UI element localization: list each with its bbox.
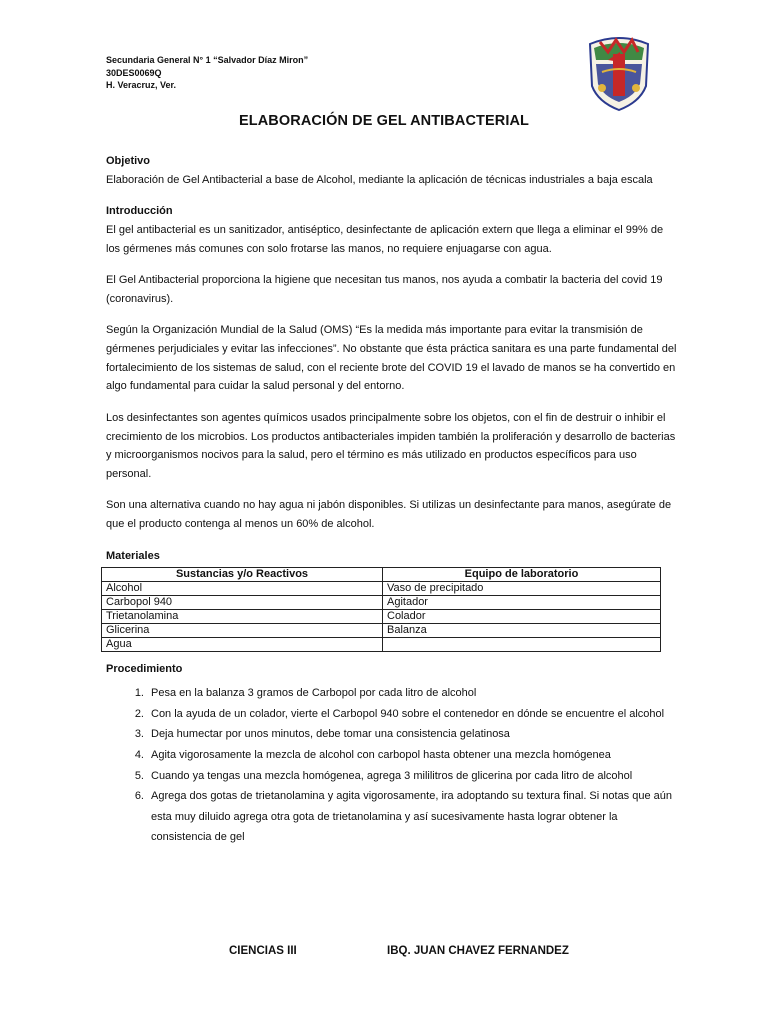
school-name: Secundaria General N° 1 “Salvador Díaz Miron” (106, 55, 309, 65)
footer-teacher: IBQ. JUAN CHAVEZ FERNANDEZ (387, 945, 569, 957)
step-text: Cuando ya tengas una mezcla homógenea, agrega 3 mililitros de glicerina por cada litro de alcohol (151, 769, 633, 782)
school-crest-icon (580, 30, 658, 114)
document-body (106, 152, 680, 848)
intro-paragraph: Según la Organización Mundial de la Salud (OMS) “Es la medida más importante para evitar la transmisión de gérmenes perjudiciales y evitar las infecciones”. No obstante que ésta práctica sanitara es una parte fundamental del fortalecimiento de los sistemas de salud, con el reciente brote del COVID 19 el lavado de manos se ha convertido en algo fundamental para cuidar la salud personal y del entorno. (106, 324, 677, 393)
column-header: Sustancias y/o Reactivos (102, 568, 383, 582)
table-cell: Agitador (383, 596, 661, 610)
objetivo-heading: Objetivo (106, 155, 151, 167)
table-row (102, 638, 661, 652)
table-cell: Carbopol 940 (102, 596, 383, 610)
list-item (106, 786, 680, 848)
table-header-row (102, 568, 661, 582)
table-row (102, 596, 661, 610)
step-text: Agrega dos gotas de trietanolamina y agita vigorosamente, ira adoptando su textura final. Si notas que aún esta muy diluido agrega otra gota de trietanolamina y así sucesivamente hasta lograr obtener la consistencia de gel (151, 790, 673, 844)
objetivo-text: Elaboración de Gel Antibacterial a base de Alcohol, mediante la aplicación de técnicas industriales a baja escala (106, 173, 653, 186)
table-cell (383, 638, 661, 652)
list-item (106, 724, 680, 745)
step-number: 3. (134, 728, 144, 741)
step-text: Con la ayuda de un colador, vierte el Carbopol 940 sobre el contenedor en dónde se encuentre el alcohol (151, 707, 665, 720)
table-cell: Agua (102, 638, 383, 652)
step-number: 5. (134, 769, 144, 782)
materials-table (101, 567, 661, 652)
school-code: 30DES0069Q (106, 67, 162, 78)
step-text: Pesa en la balanza 3 gramos de Carbopol por cada litro de alcohol (151, 687, 477, 700)
table-cell: Glicerina (102, 624, 383, 638)
intro-paragraph: Son una alternativa cuando no hay agua ni jabón disponibles. Si utilizas un desinfectante para manos, asegúrate de que el producto contenga al menos un 60% de alcohol. (106, 499, 672, 531)
table-row (102, 624, 661, 638)
step-text: Deja humectar por unos minutos, debe tomar una consistencia gelatinosa (151, 728, 510, 741)
list-item (106, 704, 680, 725)
step-number: 4. (134, 748, 144, 761)
procedimiento-heading: Procedimiento (106, 663, 183, 676)
intro-paragraph: El Gel Antibacterial proporciona la higiene que necesitan tus manos, nos ayuda a combatir la bacteria del covid 19 (coronavirus). (106, 273, 663, 305)
table-cell: Alcohol (102, 582, 383, 596)
procedure-list (106, 683, 680, 848)
introduccion-heading: Introducción (106, 205, 173, 218)
column-header: Equipo de laboratorio (383, 568, 661, 582)
table-row (102, 610, 661, 624)
list-item (106, 766, 680, 787)
step-text: Agita vigorosamente la mezcla de alcohol con carbopol hasta obtener una mezcla homógenea (151, 748, 611, 761)
table-cell: Colador (383, 610, 661, 624)
step-number: 6. (134, 790, 144, 803)
table-cell: Vaso de precipitado (383, 582, 661, 596)
list-item (106, 683, 680, 704)
document-title: ELABORACIÓN DE GEL ANTIBACTERIAL (239, 113, 529, 129)
school-header (106, 54, 308, 92)
school-location: H. Veracruz, Ver. (106, 80, 177, 90)
materiales-heading: Materiales (106, 549, 160, 562)
step-number: 1. (134, 687, 144, 700)
step-number: 2. (134, 707, 144, 720)
table-cell: Trietanolamina (102, 610, 383, 624)
table-row (102, 582, 661, 596)
intro-paragraph: El gel antibacterial es un sanitizador, antiséptico, desinfectante de aplicación extern que llega a eliminar el 99% de los gérmenes más comunes con solo frotarse las manos, no requiere enjuagarse con agua. (106, 223, 664, 255)
table-cell: Balanza (383, 624, 661, 638)
list-item (106, 745, 680, 766)
intro-paragraph: Los desinfectantes son agentes químicos usados principalmente sobre los objetos, con el fin de destruir o inhibir el crecimiento de los microbios. Los productos antibacteriales impiden también la proliferación y desarrollo de bacterias y microorganismos nocivos para la salud, pero el término es más utilizado en productos específicos para uso personal. (106, 411, 676, 481)
footer-subject: CIENCIAS III (229, 945, 297, 957)
